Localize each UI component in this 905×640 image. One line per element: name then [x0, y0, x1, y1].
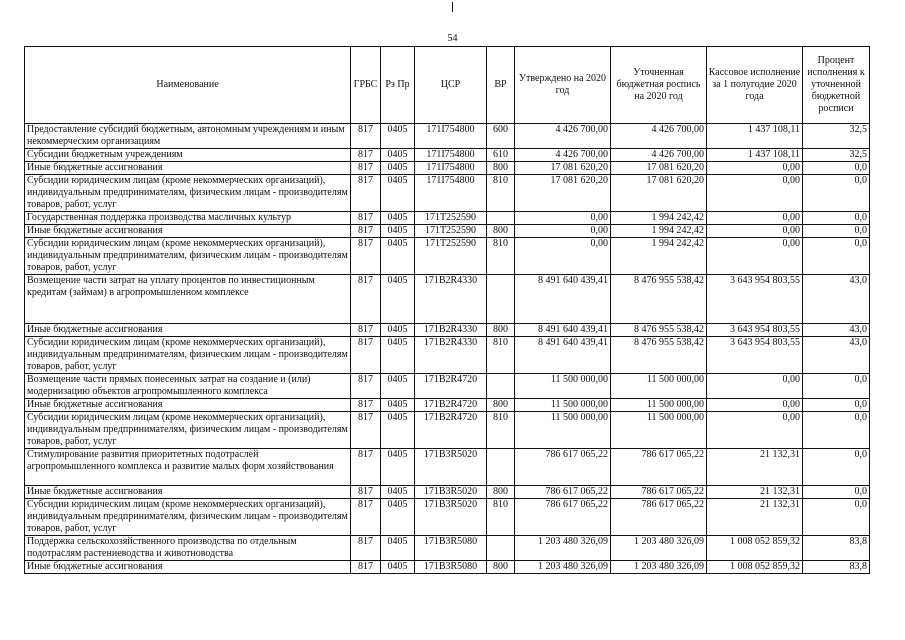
cell-rzpr: 0405: [381, 324, 415, 337]
cell-percent: 0,0: [803, 212, 870, 225]
cell-csr: 171I754800: [415, 175, 487, 212]
cell-rzpr: 0405: [381, 212, 415, 225]
table-row: [25, 124, 870, 149]
cell-name: Субсидии юридическим лицам (кроме некоммерческих организаций), индивидуальным предпринимателям, физическим лицам - производителям товаров, работ, услуг: [25, 412, 351, 449]
cell-percent: 0,0: [803, 412, 870, 449]
cell-name: Возмещение части затрат на уплату процентов по инвестиционным кредитам (займам) в агропромышленном комплексе: [25, 275, 351, 324]
table-row: [25, 399, 870, 412]
cell-rzpr: 0405: [381, 561, 415, 574]
header-name: Наименование: [25, 47, 351, 124]
cell-vr: 810: [487, 337, 515, 374]
cell-cash: 1 008 052 859,32: [707, 561, 803, 574]
cell-percent: 0,0: [803, 225, 870, 238]
budget-table: [24, 46, 870, 574]
cell-approved: 11 500 000,00: [515, 374, 611, 399]
cell-grbs: 817: [351, 175, 381, 212]
cell-name: Иные бюджетные ассигнования: [25, 399, 351, 412]
cell-approved: 4 426 700,00: [515, 124, 611, 149]
cell-approved: 4 426 700,00: [515, 149, 611, 162]
cell-cash: 21 132,31: [707, 499, 803, 536]
table-row: [25, 412, 870, 449]
cell-percent: 83,8: [803, 536, 870, 561]
cell-refined: 8 476 955 538,42: [611, 275, 707, 324]
cell-name: Иные бюджетные ассигнования: [25, 225, 351, 238]
table-row: [25, 561, 870, 574]
cell-percent: 43,0: [803, 275, 870, 324]
cell-percent: 0,0: [803, 449, 870, 486]
table-row: [25, 324, 870, 337]
table-row: [25, 499, 870, 536]
cell-refined: 786 617 065,22: [611, 499, 707, 536]
cell-name: Иные бюджетные ассигнования: [25, 486, 351, 499]
cell-vr: [487, 275, 515, 324]
cell-grbs: 817: [351, 561, 381, 574]
cell-rzpr: 0405: [381, 149, 415, 162]
cell-name: Государственная поддержка производства масличных культур: [25, 212, 351, 225]
cell-cash: 0,00: [707, 238, 803, 275]
cell-csr: 171B3R5080: [415, 561, 487, 574]
cell-refined: 786 617 065,22: [611, 449, 707, 486]
cell-vr: 600: [487, 124, 515, 149]
cell-rzpr: 0405: [381, 225, 415, 238]
header-grbs: ГРБС: [351, 47, 381, 124]
cell-approved: 17 081 620,20: [515, 175, 611, 212]
cell-vr: 800: [487, 324, 515, 337]
header-cash: Кассовое исполнение за 1 полугодие 2020 года: [707, 47, 803, 124]
table-row: [25, 275, 870, 324]
cell-rzpr: 0405: [381, 399, 415, 412]
cell-csr: 171B2R4330: [415, 324, 487, 337]
cell-approved: 786 617 065,22: [515, 449, 611, 486]
cell-approved: 11 500 000,00: [515, 412, 611, 449]
table-row: [25, 337, 870, 374]
cell-percent: 43,0: [803, 324, 870, 337]
table-row: [25, 238, 870, 275]
cell-vr: 800: [487, 162, 515, 175]
cell-csr: 171T252590: [415, 238, 487, 275]
cell-percent: 43,0: [803, 337, 870, 374]
cell-name: Иные бюджетные ассигнования: [25, 324, 351, 337]
cell-approved: 1 203 480 326,09: [515, 536, 611, 561]
header-rzpr: Рз Пр: [381, 47, 415, 124]
cell-grbs: 817: [351, 499, 381, 536]
page-corner-mark: [452, 2, 453, 12]
cell-csr: 171I754800: [415, 124, 487, 149]
cell-approved: 8 491 640 439,41: [515, 275, 611, 324]
cell-csr: 171B2R4330: [415, 337, 487, 374]
cell-csr: 171T252590: [415, 212, 487, 225]
cell-refined: 11 500 000,00: [611, 399, 707, 412]
cell-csr: 171B3R5080: [415, 536, 487, 561]
header-vr: ВР: [487, 47, 515, 124]
cell-vr: 800: [487, 399, 515, 412]
cell-cash: 0,00: [707, 162, 803, 175]
cell-percent: 32,5: [803, 124, 870, 149]
cell-cash: 0,00: [707, 374, 803, 399]
cell-rzpr: 0405: [381, 449, 415, 486]
cell-percent: 32,5: [803, 149, 870, 162]
cell-cash: 0,00: [707, 212, 803, 225]
cell-csr: 171B3R5020: [415, 499, 487, 536]
cell-grbs: 817: [351, 324, 381, 337]
cell-refined: 4 426 700,00: [611, 149, 707, 162]
cell-csr: 171B2R4720: [415, 374, 487, 399]
cell-grbs: 817: [351, 212, 381, 225]
cell-vr: 810: [487, 499, 515, 536]
cell-vr: [487, 449, 515, 486]
cell-grbs: 817: [351, 486, 381, 499]
cell-refined: 1 203 480 326,09: [611, 536, 707, 561]
cell-name: Возмещение части прямых понесенных затрат на создание и (или) модернизацию объектов агропромышленного комплекса: [25, 374, 351, 399]
cell-percent: 0,0: [803, 238, 870, 275]
cell-vr: 810: [487, 412, 515, 449]
table-row: [25, 536, 870, 561]
cell-percent: 0,0: [803, 499, 870, 536]
cell-rzpr: 0405: [381, 536, 415, 561]
cell-csr: 171B3R5020: [415, 449, 487, 486]
cell-cash: 21 132,31: [707, 486, 803, 499]
cell-approved: 17 081 620,20: [515, 162, 611, 175]
cell-name: Субсидии юридическим лицам (кроме некоммерческих организаций), индивидуальным предпринимателям, физическим лицам - производителям товаров, работ, услуг: [25, 499, 351, 536]
cell-refined: 4 426 700,00: [611, 124, 707, 149]
cell-vr: [487, 374, 515, 399]
cell-percent: 0,0: [803, 175, 870, 212]
cell-grbs: 817: [351, 337, 381, 374]
cell-refined: 11 500 000,00: [611, 412, 707, 449]
table-row: [25, 225, 870, 238]
cell-grbs: 817: [351, 536, 381, 561]
cell-refined: 17 081 620,20: [611, 175, 707, 212]
cell-rzpr: 0405: [381, 374, 415, 399]
cell-approved: 11 500 000,00: [515, 399, 611, 412]
cell-cash: 0,00: [707, 225, 803, 238]
cell-csr: 171I754800: [415, 149, 487, 162]
cell-cash: 1 008 052 859,32: [707, 536, 803, 561]
cell-grbs: 817: [351, 275, 381, 324]
table-row: [25, 374, 870, 399]
cell-refined: 1 994 242,42: [611, 238, 707, 275]
cell-name: Субсидии бюджетным учреждениям: [25, 149, 351, 162]
cell-cash: 1 437 108,11: [707, 149, 803, 162]
cell-vr: 800: [487, 486, 515, 499]
cell-grbs: 817: [351, 162, 381, 175]
cell-vr: [487, 536, 515, 561]
cell-rzpr: 0405: [381, 175, 415, 212]
page-number: 54: [447, 33, 458, 44]
cell-refined: 786 617 065,22: [611, 486, 707, 499]
cell-cash: 3 643 954 803,55: [707, 337, 803, 374]
cell-vr: 800: [487, 225, 515, 238]
cell-refined: 1 994 242,42: [611, 212, 707, 225]
cell-rzpr: 0405: [381, 238, 415, 275]
cell-name: Поддержка сельскохозяйственного производства по отдельным подотраслям растениеводства и животноводства: [25, 536, 351, 561]
header-refined: Уточненная бюджетная роспись на 2020 год: [611, 47, 707, 124]
cell-rzpr: 0405: [381, 275, 415, 324]
cell-approved: 0,00: [515, 212, 611, 225]
cell-csr: 171B2R4720: [415, 399, 487, 412]
cell-vr: 810: [487, 175, 515, 212]
cell-grbs: 817: [351, 225, 381, 238]
cell-cash: 0,00: [707, 175, 803, 212]
cell-rzpr: 0405: [381, 162, 415, 175]
cell-rzpr: 0405: [381, 486, 415, 499]
cell-cash: 21 132,31: [707, 449, 803, 486]
cell-approved: 786 617 065,22: [515, 499, 611, 536]
cell-approved: 0,00: [515, 238, 611, 275]
cell-grbs: 817: [351, 449, 381, 486]
cell-percent: 0,0: [803, 486, 870, 499]
cell-percent: 83,8: [803, 561, 870, 574]
table-row: [25, 486, 870, 499]
cell-approved: 8 491 640 439,41: [515, 324, 611, 337]
table-row: [25, 449, 870, 486]
cell-csr: 171T252590: [415, 225, 487, 238]
cell-approved: 0,00: [515, 225, 611, 238]
cell-rzpr: 0405: [381, 337, 415, 374]
cell-name: Предоставление субсидий бюджетным, автономным учреждениям и иным некоммерческим организациям: [25, 124, 351, 149]
cell-vr: 800: [487, 561, 515, 574]
cell-refined: 8 476 955 538,42: [611, 337, 707, 374]
cell-name: Стимулирование развития приоритетных подотраслей агропромышленного комплекса и развитие малых форм хозяйствования: [25, 449, 351, 486]
table-row: [25, 212, 870, 225]
table-row: [25, 175, 870, 212]
cell-rzpr: 0405: [381, 499, 415, 536]
cell-approved: 1 203 480 326,09: [515, 561, 611, 574]
cell-cash: 3 643 954 803,55: [707, 275, 803, 324]
cell-vr: 810: [487, 238, 515, 275]
cell-refined: 17 081 620,20: [611, 162, 707, 175]
header-csr: ЦСР: [415, 47, 487, 124]
table-row: [25, 149, 870, 162]
cell-cash: 0,00: [707, 399, 803, 412]
cell-grbs: 817: [351, 374, 381, 399]
cell-refined: 11 500 000,00: [611, 374, 707, 399]
cell-refined: 1 203 480 326,09: [611, 561, 707, 574]
cell-vr: 610: [487, 149, 515, 162]
cell-rzpr: 0405: [381, 124, 415, 149]
cell-name: Субсидии юридическим лицам (кроме некоммерческих организаций), индивидуальным предпринимателям, физическим лицам - производителям товаров, работ, услуг: [25, 175, 351, 212]
cell-csr: 171I754800: [415, 162, 487, 175]
header-percent: Процент исполнения к уточненной бюджетной росписи: [803, 47, 870, 124]
cell-refined: 1 994 242,42: [611, 225, 707, 238]
cell-csr: 171B2R4720: [415, 412, 487, 449]
cell-name: Иные бюджетные ассигнования: [25, 162, 351, 175]
cell-approved: 786 617 065,22: [515, 486, 611, 499]
cell-cash: 1 437 108,11: [707, 124, 803, 149]
cell-grbs: 817: [351, 124, 381, 149]
cell-approved: 8 491 640 439,41: [515, 337, 611, 374]
cell-grbs: 817: [351, 238, 381, 275]
cell-csr: 171B2R4330: [415, 275, 487, 324]
cell-grbs: 817: [351, 399, 381, 412]
cell-cash: 0,00: [707, 412, 803, 449]
table-row: [25, 162, 870, 175]
cell-percent: 0,0: [803, 162, 870, 175]
cell-vr: [487, 212, 515, 225]
table-body: [25, 124, 870, 574]
cell-cash: 3 643 954 803,55: [707, 324, 803, 337]
cell-grbs: 817: [351, 149, 381, 162]
cell-name: Субсидии юридическим лицам (кроме некоммерческих организаций), индивидуальным предпринимателям, физическим лицам - производителям товаров, работ, услуг: [25, 337, 351, 374]
cell-csr: 171B3R5020: [415, 486, 487, 499]
cell-refined: 8 476 955 538,42: [611, 324, 707, 337]
table-header-row: [25, 47, 870, 124]
cell-grbs: 817: [351, 412, 381, 449]
cell-percent: 0,0: [803, 399, 870, 412]
cell-rzpr: 0405: [381, 412, 415, 449]
header-approved: Утверждено на 2020 год: [515, 47, 611, 124]
cell-percent: 0,0: [803, 374, 870, 399]
cell-name: Иные бюджетные ассигнования: [25, 561, 351, 574]
cell-name: Субсидии юридическим лицам (кроме некоммерческих организаций), индивидуальным предпринимателям, физическим лицам - производителям товаров, работ, услуг: [25, 238, 351, 275]
